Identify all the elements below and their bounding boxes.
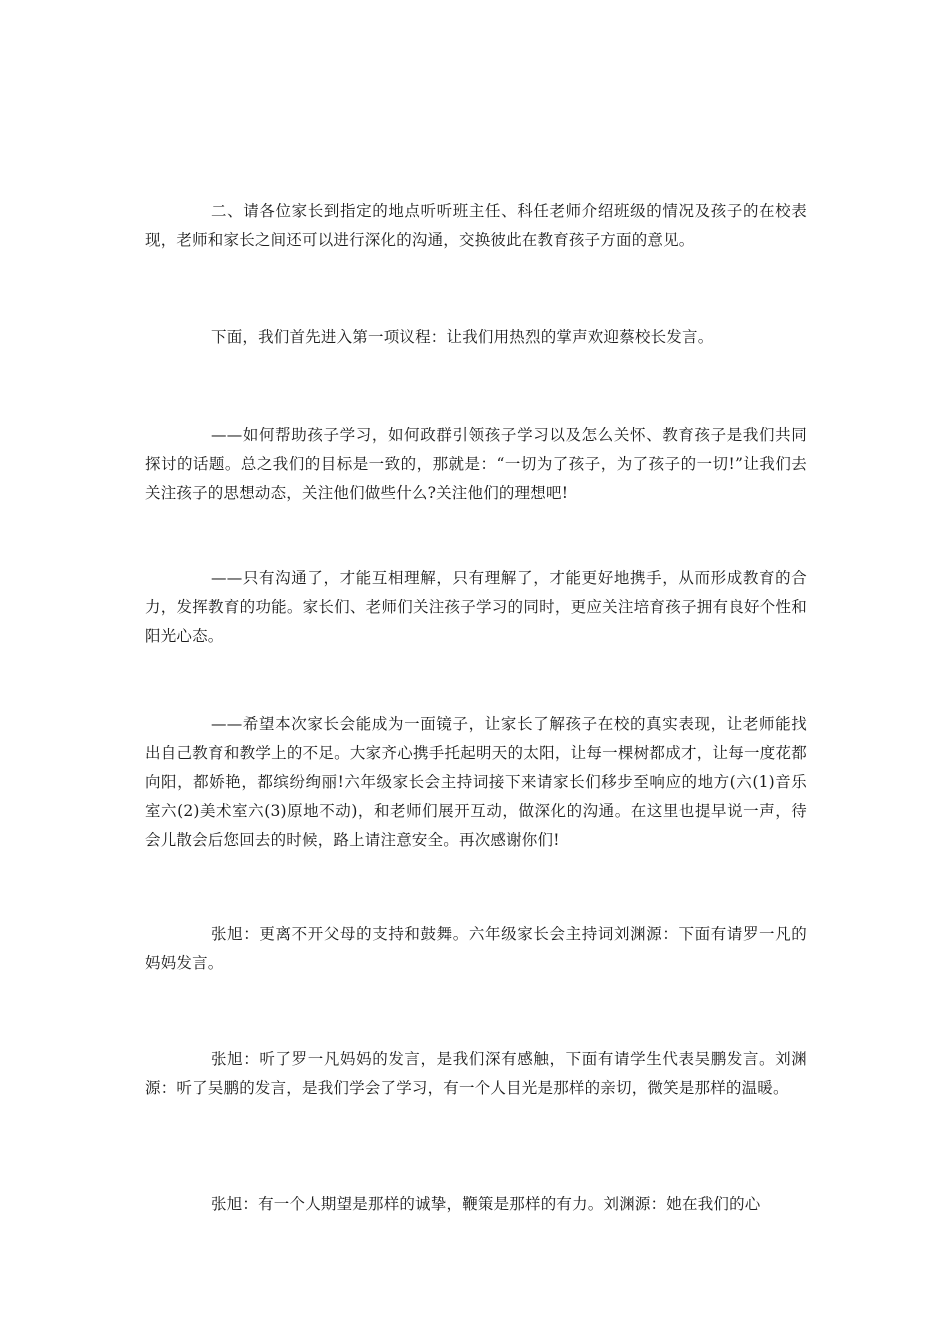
paragraph-mirror-hope: ——希望本次家长会能成为一面镜子，让家长了解孩子在校的真实表现，让老师能找出自己教育和教学上的不足。大家齐心携手托起明天的太阳，让每一棵树都成才，让每一度花都向阳，都娇艳，都缤纷绚丽!六年级家长会主持词接下来请家长们移步至响应的地方(六(1)音乐室六(2)美术室六(3)原地不动)，和老师们展开互动，做深化的沟通。在这里也提早说一声，待会儿散会后您回去的时候，路上请注意安全。再次感谢你们! [145,715,807,849]
paragraph-parent-guidance: 二、请各位家长到指定的地点听听班主任、科任老师介绍班级的情况及孩子的在校表现，老师和家长之间还可以进行深化的沟通，交换彼此在教育孩子方面的意见。 [145,202,807,249]
paragraph-communication: ——只有沟通了，才能互相理解，只有理解了，才能更好地携手，从而形成教育的合力，发挥教育的功能。家长们、老师们关注孩子学习的同时，更应关注培育孩子拥有良好个性和阳光心态。 [145,569,807,645]
paragraph-first-agenda: 下面，我们首先进入第一项议程：让我们用热烈的掌声欢迎蔡校长发言。 [211,328,714,346]
paragraph-helping-children: ——如何帮助孩子学习，如何政群引领孩子学习以及怎么关怀、教育孩子是我们共同探讨的话题。总之我们的目标是一致的，那就是：“一切为了孩子，为了孩子的一切!”让我们去关注孩子的思想动态，关注他们做些什么?关注他们的理想吧! [145,426,807,502]
paragraph-closing-dialogue: 张旭：有一个人期望是那样的诚挚，鞭策是那样的有力。刘渊源：她在我们的心 [211,1195,761,1213]
paragraph-parent-speech: 张旭：更离不开父母的支持和鼓舞。六年级家长会主持词刘渊源：下面有请罗一凡的妈妈发言。 [145,925,807,972]
paragraph-student-speech: 张旭：听了罗一凡妈妈的发言，是我们深有感触，下面有请学生代表吴鹏发言。刘渊源：听了吴鹏的发言，是我们学会了学习，有一个人目光是那样的亲切，微笑是那样的温暖。 [145,1050,807,1097]
